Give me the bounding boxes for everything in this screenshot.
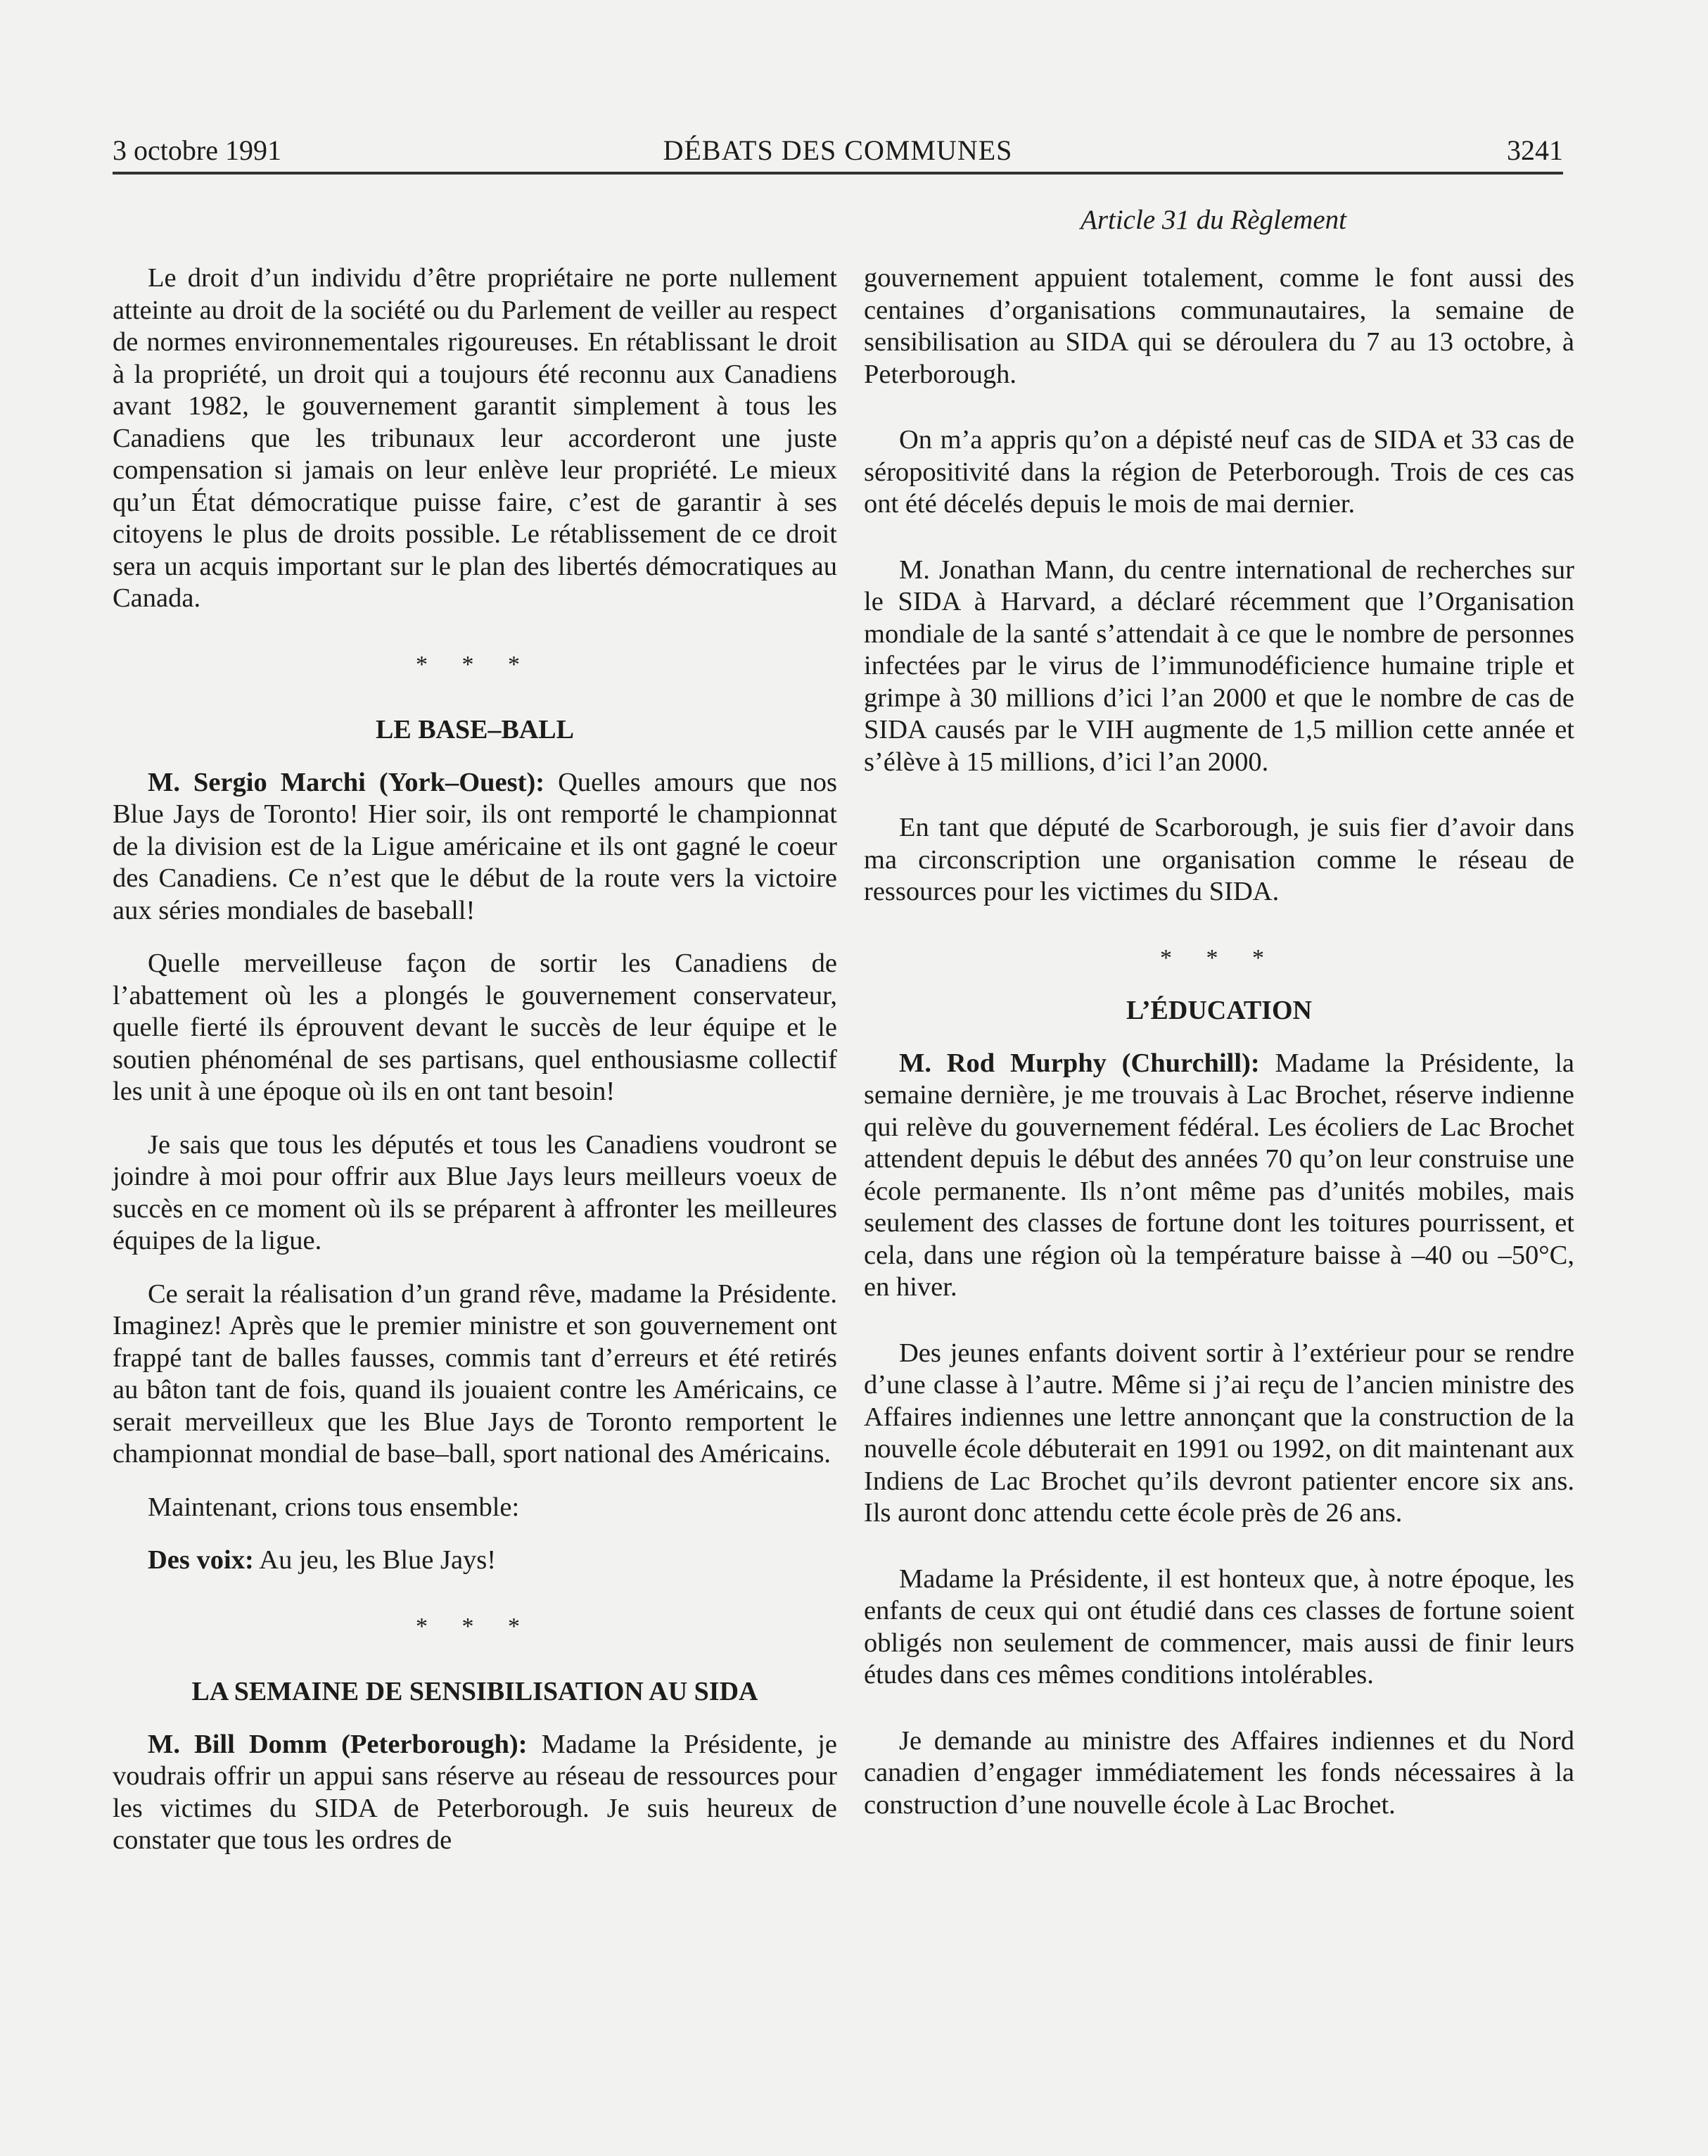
paragraph: gouvernement appuient totalement, comme le font aussi des centaines d’organisations communautaires, la semaine de sensibilisation au SIDA qui se déroulera du 7 au 13 octobre, à Peterborough. [864,263,1574,389]
running-head [113,134,1563,176]
paragraph: Maintenant, crions tous ensemble: [148,1492,520,1522]
paragraph: Ce serait la réalisation d’un grand rêve, madame la Présidente. Imaginez! Après que le premier ministre et son gouvernement ont frappé tant de balles fausses, commis tant d’erreurs et été retirés au bâton tant de fois, quand ils jouaient contre les Américains, ce serait merveilleux que les Blue Jays de Toronto remportent le championnat mondial de base–ball, sport national des Américains. [113,1279,837,1469]
section-separator: * * * [416,1613,534,1640]
speech-text: Quelles amours que nos Blue Jays de Toronto! Hier soir, ils ont remporté le championnat de la division est de la Ligue américaine et ils ont gagné le coeur des Canadiens. Ce n’est que le début de la route vers la victoire aux séries mondiales de baseball! [113,767,837,925]
paragraph: Des jeunes enfants doivent sortir à l’extérieur pour se rendre d’une classe à l’autre. Même si j’ai reçu de l’ancien ministre des Affaires indiennes une lettre annonçant que la construction de la nouvelle école débuterait en 1991 ou 1992, on dit maintenant aux Indiens de Lac Brochet qu’ils devront patienter encore six ans. Ils auront donc attendu cette école près de 26 ans. [864,1338,1574,1528]
section-separator: * * * [1160,944,1278,971]
speaker-name: M. Rod Murphy (Churchill): [899,1048,1260,1078]
paragraph [864,1048,1574,1304]
header-rule [113,172,1563,175]
paragraph [113,1545,837,1577]
section-separator: * * * [416,651,534,678]
paragraph: Je demande au ministre des Affaires indiennes et du Nord canadien d’engager immédiatement les fonds nécessaires à la construction d’une nouvelle école à Lac Brochet. [864,1725,1574,1820]
paragraph: Le droit d’un individu d’être propriétaire ne porte nullement atteinte au droit de la société ou du Parlement de veiller au respect de normes environnementales rigoureuses. En rétablissant le droit à la propriété, un droit qui a toujours été reconnu aux Canadiens avant 1982, le gouvernement garantit simplement à tous les Canadiens que les tribunaux leur accorderont une juste compensation si jamais on leur enlève leur propriété. Le mieux qu’un État démocratique puisse faire, c’est de garantir à ses citoyens le plus de droits possible. Le rétablissement de ce droit sera un acquis important sur le plan des libertés démocratiques au Canada. [113,263,837,613]
speech-text: Au jeu, les Blue Jays! [253,1545,497,1575]
header-date: 3 octobre 1991 [113,134,281,166]
speaker-name: Des voix: [148,1545,254,1575]
speech-text: Madame la Présidente, la semaine dernière, je me trouvais à Lac Brochet, réserve indienne qui relève du gouvernement fédéral. Les écoliers de Lac Brochet attendent depuis le début des années 70 qu’on leur construise une école permanente. Ils n’ont même pas d’unités mobiles, mais seulement des classes de fortune dont les toitures pourrissent, et cela, dans une région où la température baisse à –40 ou –50°C, en hiver. [864,1048,1574,1302]
section-heading-sida: LA SEMAINE DE SENSIBILISATION AU SIDA [191,1676,758,1706]
speech-text: Madame la Présidente, je voudrais offrir un appui sans réserve au réseau de ressources pour les victimes du SIDA de Peterborough. Je suis heureux de constater que tous les ordres de [113,1729,837,1855]
page-number: 3241 [1507,134,1563,166]
paragraph: Quelle merveilleuse façon de sortir les Canadiens de l’abattement où les a plongés le gouvernement conservateur, quelle fierté ils éprouvent devant le succès de leur équipe et le soutien phénoménal de ses partisans, quel enthousiasme collectif les unit à une époque où ils en ont tant besoin! [113,949,837,1106]
paragraph [113,767,837,927]
speaker-name: M. Bill Domm (Peterborough): [148,1729,528,1759]
speaker-name: M. Sergio Marchi (York–Ouest): [148,767,545,797]
left-column [113,262,837,1857]
section-heading-baseball: LE BASE–BALL [376,714,574,744]
paragraph: On m’a appris qu’on a dépisté neuf cas de SIDA et 33 cas de séropositivité dans la région de Peterborough. Trois de ces cas ont été décelés depuis le mois de mai dernier. [864,425,1574,519]
header-title: DÉBATS DES COMMUNES [663,134,1013,166]
paragraph: M. Jonathan Mann, du centre international de recherches sur le SIDA à Harvard, a déclaré récemment que l’Organisation mondiale de la santé s’attendait à ce que le nombre de personnes infectées par le virus de l’immunodéficience humaine triple et grimpe à 30 millions d’ici l’an 2000 et que le nombre de cas de SIDA causés par le VIH augmente de 1,5 million cette année et s’élève à 15 millions, d’ici l’an 2000. [864,554,1574,777]
paragraph: Je sais que tous les députés et tous les Canadiens voudront se joindre à moi pour offrir aux Blue Jays leurs meilleurs voeux de succès en ce moment où ils se préparent à affronter les meilleures équipes de la ligue. [113,1129,837,1255]
paragraph: Madame la Présidente, il est honteux que, à notre époque, les enfants de ceux qui ont étudié dans ces classes de fortune soient obligés non seulement de commencer, mais aussi de finir leurs études dans ces mêmes conditions intolérables. [864,1564,1574,1689]
right-column [864,262,1574,1821]
standing-order-label: Article 31 du Règlement [1081,205,1346,235]
paragraph [113,1729,837,1857]
section-heading-education: L’ÉDUCATION [1126,995,1312,1025]
paragraph: En tant que député de Scarborough, je suis fier d’avoir dans ma circonscription une organisation comme le réseau de ressources pour les victimes du SIDA. [864,813,1574,906]
